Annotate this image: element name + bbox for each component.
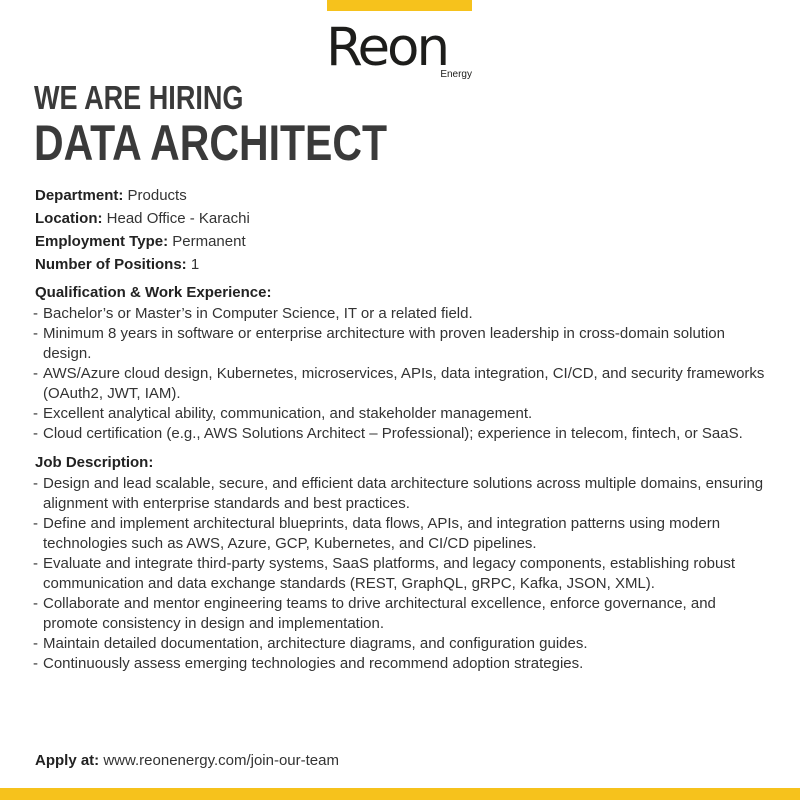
detail-value: Products: [123, 187, 187, 204]
list-item: - AWS/Azure cloud design, Kubernetes, microservices, APIs, data integration, CI/CD, and security frameworks (OAuth2, JWT, IAM).: [35, 364, 775, 404]
list-item: - Excellent analytical ability, communication, and stakeholder management.: [35, 404, 775, 424]
list-item: - Cloud certification (e.g., AWS Solutions Architect – Professional); experience in telecom, fintech, or SaaS.: [35, 424, 775, 444]
reon-energy-logo: [326, 18, 476, 86]
detail-label: Number of Positions:: [35, 256, 187, 273]
bottom-accent-bar: [0, 788, 800, 800]
apply-label: Apply at:: [35, 752, 100, 769]
list-item: - Evaluate and integrate third-party systems, SaaS platforms, and legacy components, establishing robust communication and data exchange standards (REST, GraphQL, gRPC, Kafka, JSON, XML).: [35, 554, 775, 594]
list-item: - Define and implement architectural blueprints, data flows, APIs, and integration patterns using modern technologies such as AWS, Azure, GCP, Kubernetes, and CI/CD pipelines.: [35, 514, 775, 554]
qualifications-title: Qualification & Work Experience:: [35, 284, 272, 301]
detail-label: Location:: [35, 210, 103, 227]
list-item: - Bachelor’s or Master’s in Computer Science, IT or a related field.: [35, 304, 775, 324]
detail-label: Employment Type:: [35, 233, 169, 250]
detail-positions: [35, 253, 775, 276]
detail-department: [35, 184, 775, 207]
detail-value: Permanent: [168, 233, 246, 250]
job-title: DATA ARCHITECT: [34, 115, 388, 171]
list-item: - Maintain detailed documentation, architecture diagrams, and configuration guides.: [35, 634, 775, 654]
list-item: - Continuously assess emerging technologies and recommend adoption strategies.: [35, 654, 775, 674]
job-description-title: Job Description:: [35, 454, 154, 471]
job-description-list: [35, 474, 775, 674]
hiring-eyebrow: WE ARE HIRING: [34, 79, 244, 116]
detail-label: Department:: [35, 187, 124, 204]
logo-wordmark: Reon: [326, 17, 448, 78]
list-item: - Design and lead scalable, secure, and efficient data architecture solutions across multiple domains, ensuring alignment with enterprise standards and best practices.: [35, 474, 775, 514]
detail-location: [35, 207, 775, 230]
list-item: - Collaborate and mentor engineering teams to drive architectural excellence, enforce governance, and promote consistency in design and implementation.: [35, 594, 775, 634]
apply-link[interactable]: www.reonenergy.com/join-our-team: [99, 752, 339, 769]
logo-subtitle: Energy: [440, 69, 472, 80]
list-item: - Minimum 8 years in software or enterprise architecture with proven leadership in cross-domain solution design.: [35, 324, 775, 364]
top-accent-bar: [327, 0, 472, 11]
job-details: [35, 184, 775, 674]
page-heading: [34, 78, 465, 170]
detail-value: Head Office - Karachi: [102, 210, 250, 227]
detail-value: 1: [186, 256, 200, 273]
detail-employment-type: [35, 230, 775, 253]
apply-line: [35, 752, 339, 769]
qualifications-list: [35, 304, 775, 444]
